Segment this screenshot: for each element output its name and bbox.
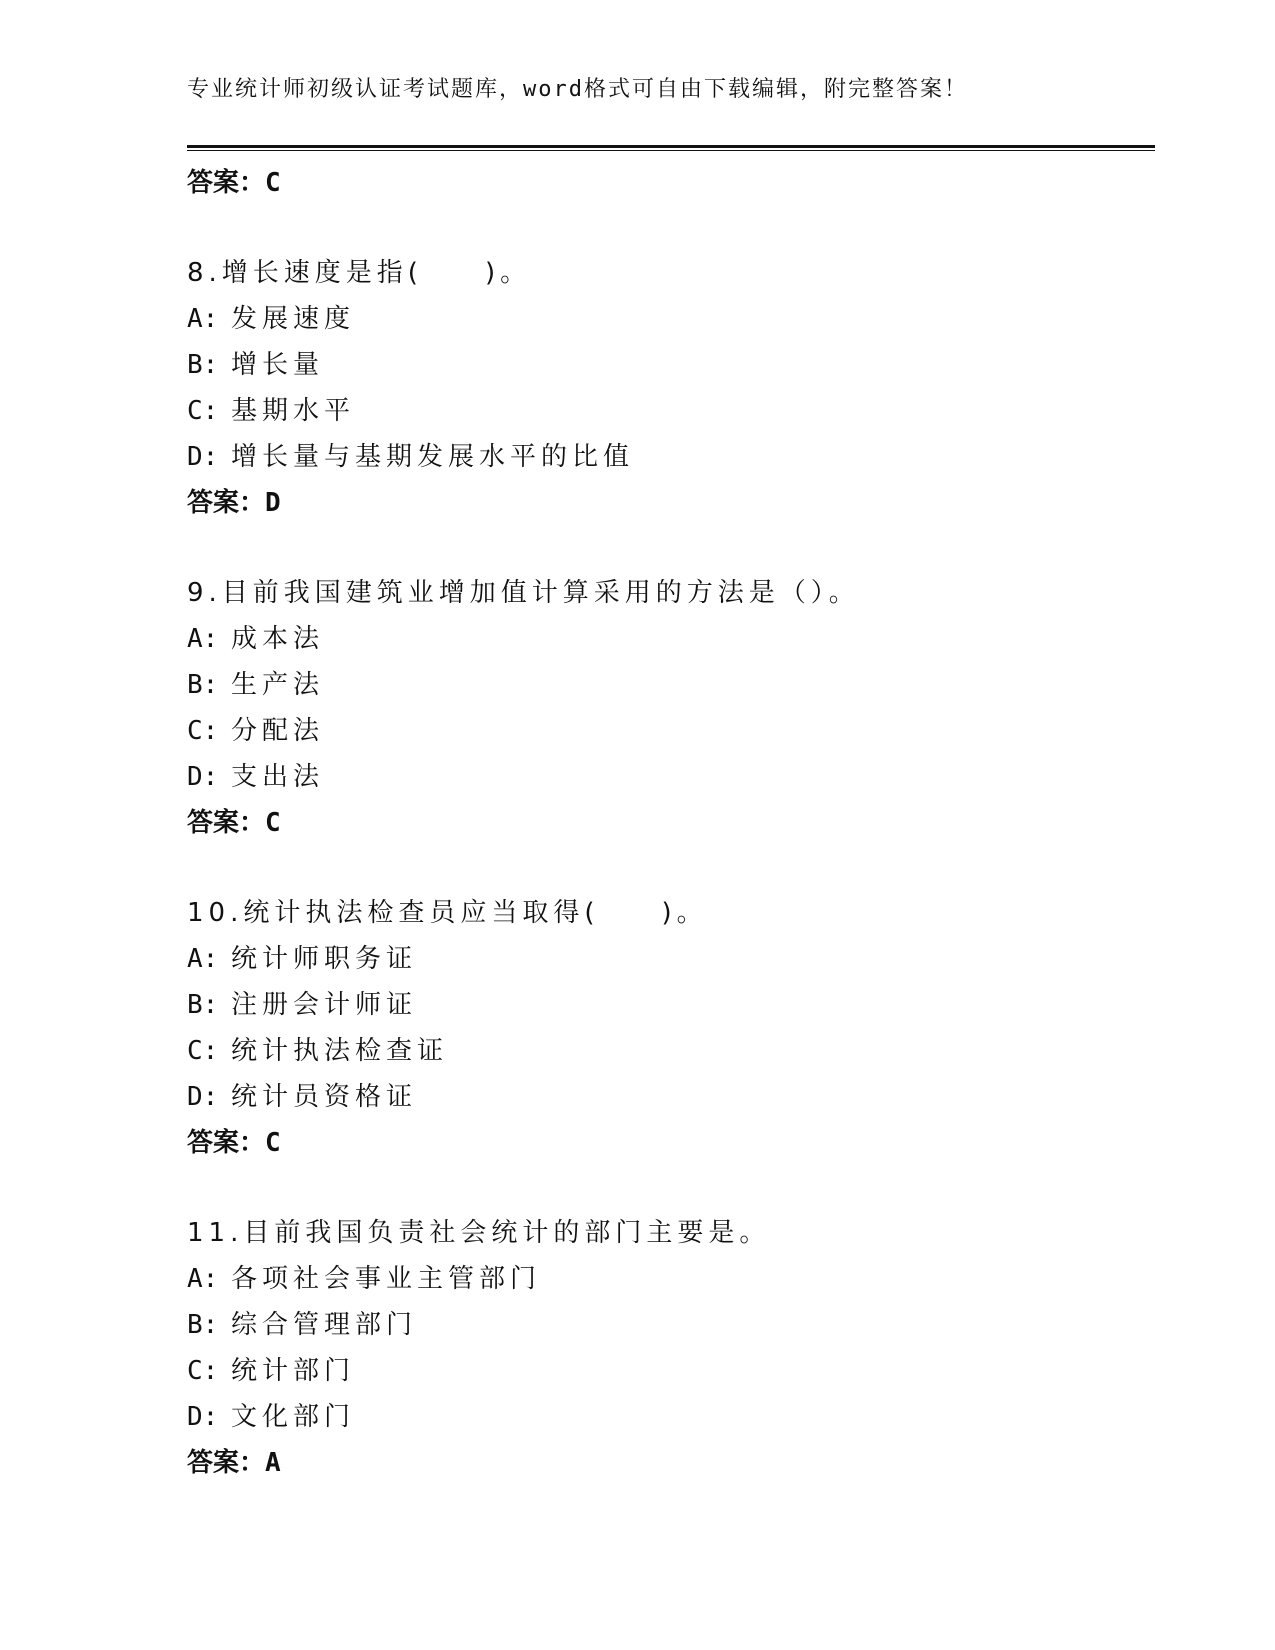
option-text: 发展速度 bbox=[231, 304, 356, 334]
option-text: 成本法 bbox=[231, 624, 325, 654]
option-letter: B: bbox=[187, 350, 219, 380]
option-text: 注册会计师证 bbox=[231, 990, 418, 1020]
option-a bbox=[187, 616, 1147, 662]
answer-value: D bbox=[265, 488, 281, 518]
question-item bbox=[187, 570, 1147, 846]
option-letter: B: bbox=[187, 990, 219, 1020]
answer-value: C bbox=[265, 808, 281, 838]
question-answer bbox=[187, 1440, 1147, 1486]
option-letter: C: bbox=[187, 1356, 219, 1386]
option-letter: D: bbox=[187, 1402, 219, 1432]
question-item bbox=[187, 890, 1147, 1166]
question-answer bbox=[187, 800, 1147, 846]
answer-label: 答案： bbox=[187, 488, 266, 518]
header-rule-thick bbox=[187, 145, 1155, 148]
question-stem: 9.目前我国建筑业增加值计算采用的方法是（）。 bbox=[187, 578, 860, 608]
option-b bbox=[187, 662, 1147, 708]
header-rule-thin bbox=[187, 150, 1155, 151]
option-text: 统计师职务证 bbox=[231, 944, 418, 974]
option-letter: A: bbox=[187, 624, 219, 654]
option-c bbox=[187, 388, 1147, 434]
option-text: 综合管理部门 bbox=[231, 1310, 418, 1340]
option-letter: A: bbox=[187, 944, 219, 974]
question-answer bbox=[187, 1120, 1147, 1166]
question-answer bbox=[187, 480, 1147, 526]
option-letter: D: bbox=[187, 442, 219, 472]
answer-label: 答案： bbox=[187, 808, 266, 838]
option-c bbox=[187, 708, 1147, 754]
answer-value: A bbox=[265, 1448, 281, 1478]
question-list bbox=[187, 160, 1147, 1486]
option-letter: A: bbox=[187, 1264, 219, 1294]
option-c bbox=[187, 1348, 1147, 1394]
option-letter: A: bbox=[187, 304, 219, 334]
option-a bbox=[187, 296, 1147, 342]
option-text: 增长量与基期发展水平的比值 bbox=[231, 442, 635, 472]
answer-label: 答案： bbox=[187, 1448, 266, 1478]
previous-answer bbox=[187, 160, 1147, 206]
option-text: 分配法 bbox=[231, 716, 325, 746]
option-b bbox=[187, 1302, 1147, 1348]
answer-label: 答案： bbox=[187, 1128, 266, 1158]
option-d bbox=[187, 1394, 1147, 1440]
answer-value: C bbox=[265, 168, 281, 198]
option-text: 文化部门 bbox=[231, 1402, 356, 1432]
option-letter: C: bbox=[187, 1036, 219, 1066]
option-b bbox=[187, 342, 1147, 388]
option-text: 生产法 bbox=[231, 670, 325, 700]
option-d bbox=[187, 754, 1147, 800]
question-item bbox=[187, 250, 1147, 526]
option-text: 各项社会事业主管部门 bbox=[231, 1264, 542, 1294]
option-text: 统计员资格证 bbox=[231, 1082, 418, 1112]
option-b bbox=[187, 982, 1147, 1028]
option-d bbox=[187, 1074, 1147, 1120]
option-letter: D: bbox=[187, 1082, 219, 1112]
option-c bbox=[187, 1028, 1147, 1074]
option-letter: B: bbox=[187, 670, 219, 700]
question-item bbox=[187, 1210, 1147, 1486]
option-letter: C: bbox=[187, 396, 219, 426]
option-text: 统计执法检查证 bbox=[231, 1036, 449, 1066]
question-stem: 10.统计执法检查员应当取得( )。 bbox=[187, 898, 708, 928]
option-text: 基期水平 bbox=[231, 396, 356, 426]
option-letter: D: bbox=[187, 762, 219, 792]
option-a bbox=[187, 936, 1147, 982]
option-a bbox=[187, 1256, 1147, 1302]
answer-value: C bbox=[265, 1128, 281, 1158]
option-text: 增长量 bbox=[231, 350, 325, 380]
option-letter: C: bbox=[187, 716, 219, 746]
option-d bbox=[187, 434, 1147, 480]
question-stem: 11.目前我国负责社会统计的部门主要是。 bbox=[187, 1218, 771, 1248]
option-text: 支出法 bbox=[231, 762, 325, 792]
question-stem: 8.增长速度是指( )。 bbox=[187, 258, 532, 288]
option-letter: B: bbox=[187, 1310, 219, 1340]
page-header: 专业统计师初级认证考试题库，word格式可自由下载编辑，附完整答案！ bbox=[187, 77, 968, 102]
answer-label: 答案： bbox=[187, 168, 266, 198]
option-text: 统计部门 bbox=[231, 1356, 356, 1386]
